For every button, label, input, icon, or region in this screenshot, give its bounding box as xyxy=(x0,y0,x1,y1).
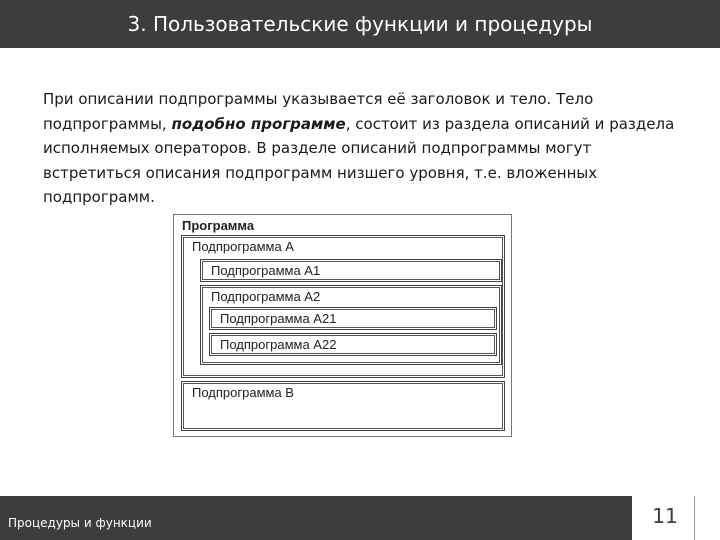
subprogram-a2-label: Подпрограмма А2 xyxy=(211,289,321,304)
page-number: 11 xyxy=(652,504,678,528)
program-label: Программа xyxy=(182,218,255,233)
slide-title: 3. Пользовательские функции и процедуры xyxy=(127,12,593,36)
subprogram-b-label: Подпрограмма В xyxy=(192,385,294,400)
subprogram-a1-box xyxy=(200,259,502,282)
body-text-part2: , состоит из раздела описаний и раздела исполняемых операторов. В разделе описаний подпрограммы могут встретиться описания подпрограмм низшего уровня, т.е. вложенных подпрограмм. xyxy=(43,114,675,206)
body-paragraph xyxy=(43,87,693,210)
subprogram-a21-label: Подпрограмма А21 xyxy=(220,311,337,326)
footer-label: Процедуры и функции xyxy=(8,516,152,530)
body-text-part1: При описании подпрограммы указывается её заголовок и тело. Тело подпрограммы, xyxy=(43,90,594,133)
subprogram-a1-label: Подпрограмма А1 xyxy=(211,263,321,278)
subprogram-a-label: Подпрограмма А xyxy=(192,239,294,254)
subprogram-b-box xyxy=(181,381,505,431)
program-structure-diagram xyxy=(173,214,512,437)
footer-divider xyxy=(694,496,695,540)
body-emphasis: подобно программе xyxy=(171,114,346,133)
subprogram-a22-box xyxy=(209,333,497,356)
subprogram-a22-label: Подпрограмма А22 xyxy=(220,337,337,352)
subprogram-a21-box xyxy=(209,307,497,330)
